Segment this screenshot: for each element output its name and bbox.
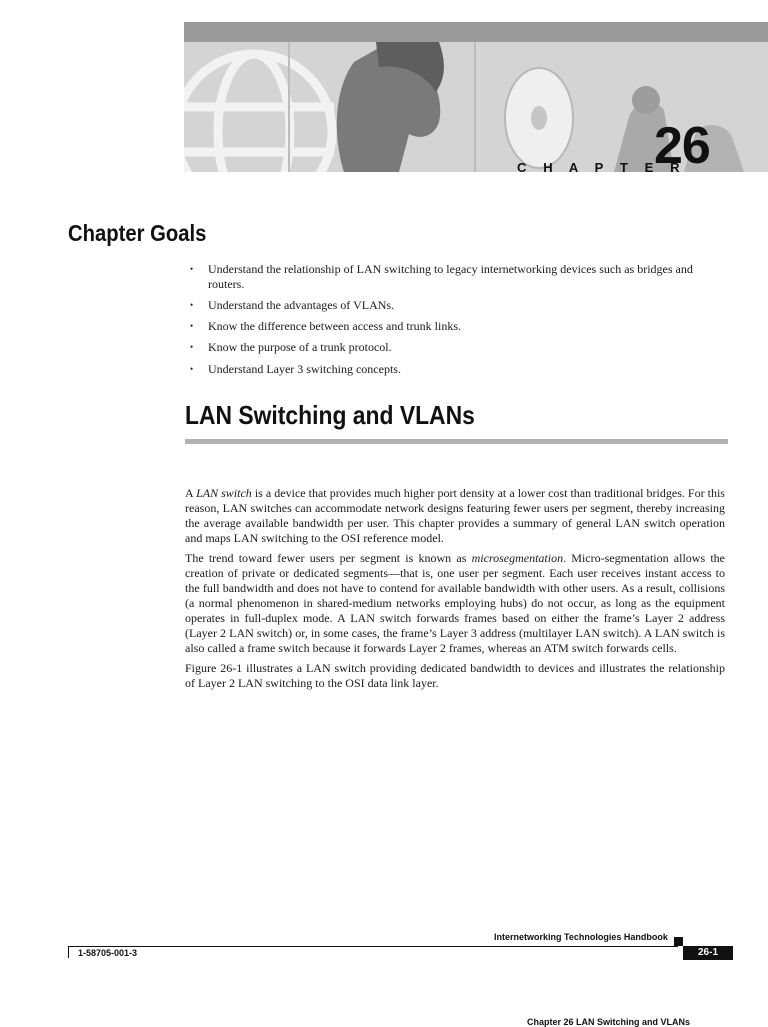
footer-isbn: 1-58705-001-3 bbox=[78, 948, 138, 958]
footer-book-title: Internetworking Technologies Handbook bbox=[494, 932, 668, 942]
chapter-label: C H A P T E R bbox=[517, 160, 687, 175]
footer-rule bbox=[68, 946, 678, 947]
goal-item: • Know the difference between access and trunk links. bbox=[186, 319, 731, 334]
page-number: 26-1 bbox=[683, 946, 733, 960]
paragraph-microsegmentation: The trend toward fewer users per segment is known as microsegmentation. Micro-segmentation allows the creation of private or dedicated segments—that is, one user per segment. Each user receives instant access to the full bandwidth and does not have to contend for available bandwidth with other users. As a result, collisions (a normal phenomenon in shared-medium networks employing hubs) do not occur, as long as the equipment operates in full-duplex mode. A LAN switch forwards frames based on either the frame’s Layer 2 address (Layer 2 LAN switch) or, in some cases, the frame’s Layer 3 address (multilayer LAN switch). A LAN switch is also called a frame switch because it forwards Layer 2 frames, whereas an ATM switch forwards cells. bbox=[185, 551, 725, 655]
paragraph-figure-reference: Figure 26-1 illustrates a LAN switch providing dedicated bandwidth to devices and illustrates the relationship of Layer 2 LAN switching to the OSI data link layer. bbox=[185, 661, 725, 690]
chapter-number: 26 bbox=[654, 117, 710, 175]
section-divider bbox=[185, 439, 728, 444]
goal-item: • Know the purpose of a trunk protocol. bbox=[186, 340, 731, 355]
chapter-goals-heading: Chapter Goals bbox=[68, 220, 207, 246]
running-head: Chapter 26 LAN Switching and VLANs bbox=[527, 1017, 691, 1027]
chapter-goals-list bbox=[186, 262, 731, 383]
paragraph-lan-switch: A LAN switch is a device that provides much higher port density at a lower cost than traditional bridges. For this reason, LAN switches can accommodate network designs featuring fewer users per segment, thereby increasing the average available bandwidth per user. This chapter provides a summary of general LAN switch operation and maps LAN switching to the OSI reference model. bbox=[185, 486, 725, 545]
goal-item: • Understand the relationship of LAN switching to legacy internetworking devices such as bridges and routers. bbox=[186, 262, 731, 291]
goal-item: • Understand the advantages of VLANs. bbox=[186, 298, 731, 313]
footer-tick bbox=[68, 946, 69, 958]
goal-item: • Understand Layer 3 switching concepts. bbox=[186, 362, 731, 377]
term-lan-switch: LAN switch bbox=[196, 486, 252, 500]
term-microsegmentation: microsegmentation bbox=[471, 551, 564, 565]
cd-disc-icon bbox=[505, 68, 573, 168]
section-body bbox=[185, 486, 725, 696]
footer-marker bbox=[674, 937, 683, 946]
section-heading: LAN Switching and VLANs bbox=[185, 400, 475, 430]
